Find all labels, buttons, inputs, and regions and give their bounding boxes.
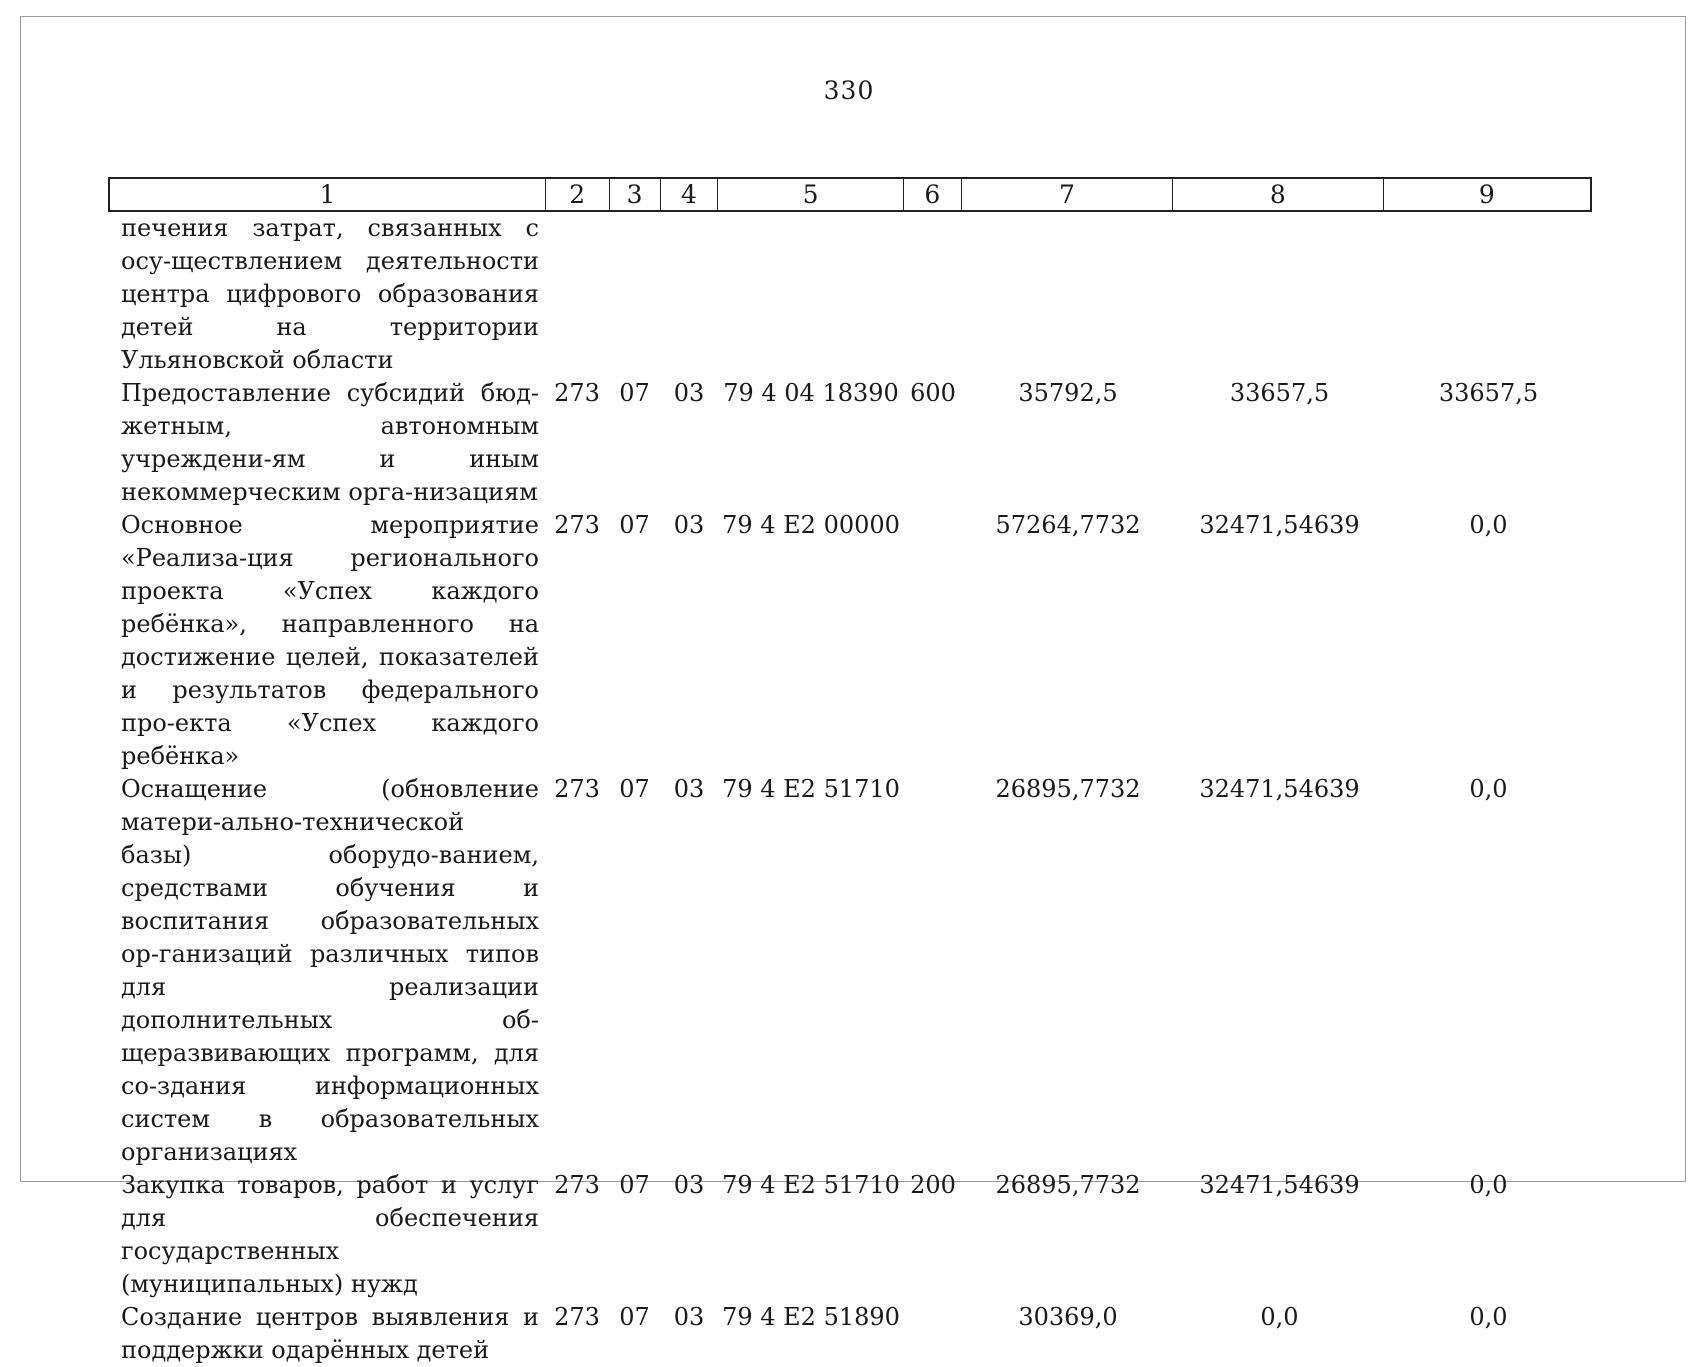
table-row	[108, 1169, 1592, 1301]
header-cell-6: 6	[904, 179, 962, 210]
row-col-4: 03	[673, 379, 705, 407]
row-col-7: 35792,5	[1018, 379, 1118, 407]
row-col-9: 0,0	[1469, 511, 1508, 539]
header-cell-4: 4	[661, 179, 719, 210]
table-body	[108, 212, 1592, 1367]
row-name: Закупка товаров, работ и услуг для обеспечения государственных (муниципальных) нужд	[121, 1171, 539, 1298]
row-col-3: 07	[619, 1171, 650, 1199]
row-col-7: 57264,7732	[995, 511, 1141, 539]
row-col-8: 33657,5	[1229, 379, 1330, 407]
row-col-2: 273	[554, 511, 600, 539]
row-col-2: 273	[554, 379, 600, 407]
row-col-7: 30369,0	[1018, 1303, 1118, 1331]
row-col-5: 79 4 04 18390	[723, 379, 899, 407]
row-col-9: 0,0	[1469, 775, 1508, 803]
row-col-6: 200	[910, 1171, 956, 1199]
row-col-9: 0,0	[1469, 1171, 1508, 1199]
row-col-5: 79 4 Е2 51890	[722, 1303, 900, 1331]
row-col-4: 03	[673, 1303, 705, 1331]
table-row	[108, 1301, 1592, 1367]
row-name: Создание центров выявления и поддержки одарённых детей	[121, 1303, 539, 1364]
row-col-5: 79 4 Е2 51710	[722, 1171, 900, 1199]
row-col-2: 273	[554, 1303, 600, 1331]
row-col-8: 0,0	[1260, 1303, 1299, 1331]
row-col-2: 273	[554, 1171, 600, 1199]
table-row	[108, 212, 1592, 377]
row-col-2: 273	[554, 775, 600, 803]
table-row	[108, 773, 1592, 1169]
table-header-row	[108, 177, 1592, 212]
header-cell-2: 2	[546, 179, 610, 210]
table-row	[108, 377, 1592, 509]
page-number: 330	[823, 76, 875, 105]
row-col-3: 07	[619, 379, 650, 407]
row-col-3: 07	[619, 511, 650, 539]
row-col-4: 03	[673, 1171, 705, 1199]
row-col-4: 03	[673, 775, 705, 803]
row-col-9: 33657,5	[1438, 379, 1539, 407]
header-cell-5: 5	[718, 179, 904, 210]
row-col-8: 32471,54639	[1199, 511, 1360, 539]
row-col-9: 0,0	[1469, 1303, 1508, 1331]
header-cell-9: 9	[1478, 180, 1495, 209]
row-name: Оснащение (обновление матери-ально-технической базы) оборудо-ванием, средствами обучения и воспитания образовательных ор-ганизаций различных типов для реализации дополнительных об-щеразвивающих программ, для со-здания информационных систем в образовательных организациях	[121, 775, 539, 1166]
table-row	[108, 509, 1592, 773]
row-name: Предоставление субсидий бюд-жетным, автономным учреждени-ям и иным некоммерческим орга-низациям	[121, 379, 539, 506]
row-name: печения затрат, связанных с осу-ществлением деятельности центра цифрового образования детей на территории Ульяновской области	[121, 214, 539, 374]
row-col-7: 26895,7732	[995, 1171, 1141, 1199]
row-col-8: 32471,54639	[1199, 775, 1360, 803]
row-col-4: 03	[673, 511, 705, 539]
header-cell-1: 1	[110, 179, 546, 210]
header-cell-8: 8	[1173, 179, 1383, 210]
row-col-5: 79 4 Е2 51710	[722, 775, 900, 803]
header-cell-7: 7	[962, 179, 1173, 210]
row-name: Основное мероприятие «Реализа-ция регионального проекта «Успех каждого ребёнка», направленного на достижение целей, показателей и результатов федерального про-екта «Успех каждого ребёнка»	[121, 511, 539, 770]
row-col-8: 32471,54639	[1199, 1171, 1360, 1199]
row-col-3: 07	[619, 775, 650, 803]
row-col-7: 26895,7732	[995, 775, 1141, 803]
row-col-5: 79 4 Е2 00000	[722, 511, 900, 539]
header-cell-3: 3	[610, 179, 661, 210]
row-col-3: 07	[619, 1303, 650, 1331]
row-col-6: 600	[910, 379, 956, 407]
